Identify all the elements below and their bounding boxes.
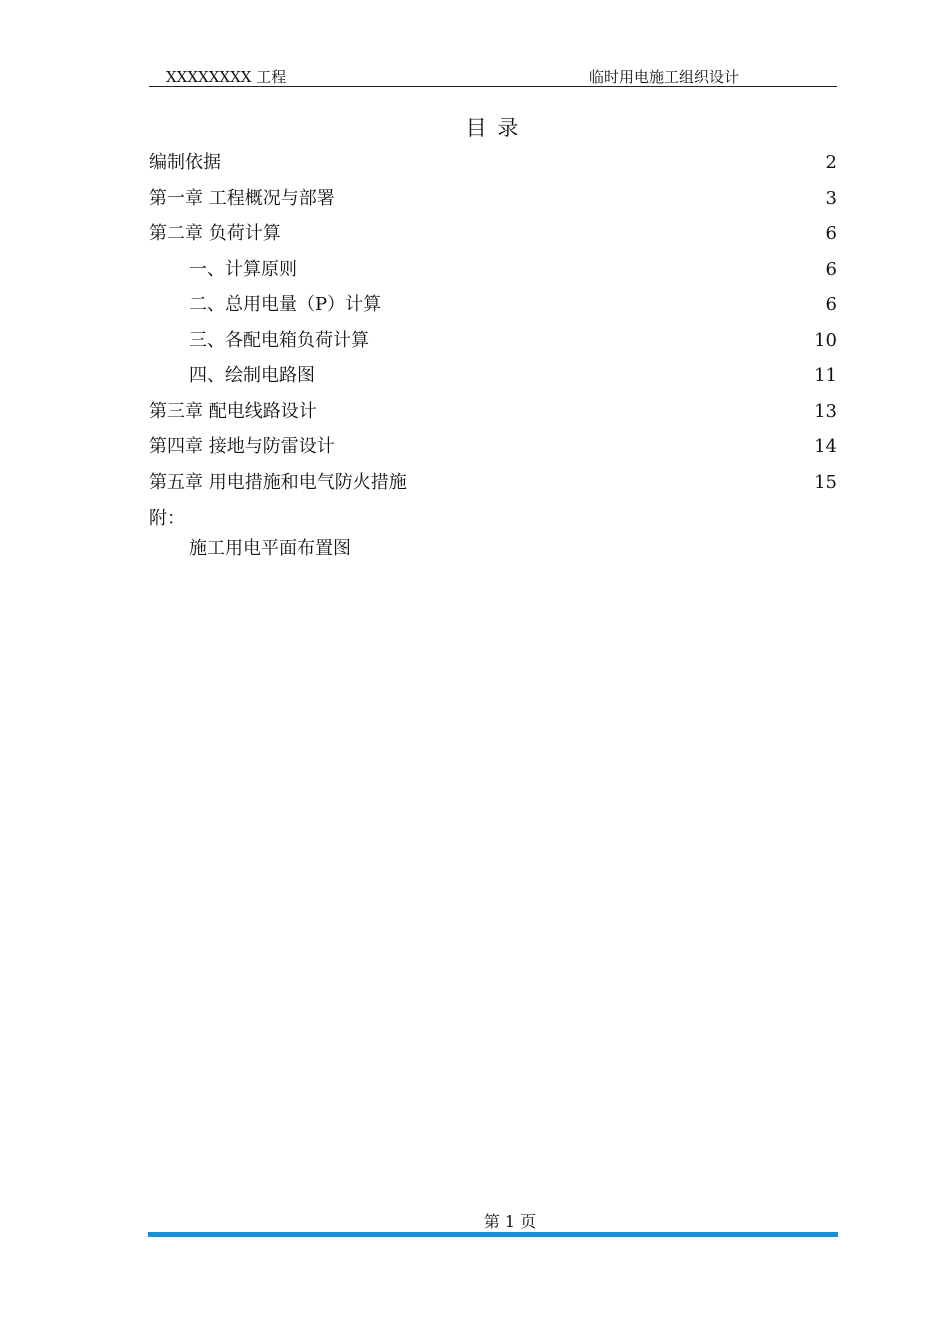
toc-entry-label: 第五章 用电措施和电气防火措施 xyxy=(149,471,407,493)
toc-entry[interactable] xyxy=(149,429,837,465)
toc-entry-label: 第四章 接地与防雷设计 xyxy=(149,436,335,457)
appendix-label: 附： xyxy=(149,508,185,529)
page-number: 第 1 页 xyxy=(483,1212,537,1231)
page-header xyxy=(149,64,837,87)
toc-entry[interactable] xyxy=(149,181,837,217)
appendix-item[interactable]: 施工用电平面布置图 xyxy=(189,538,351,559)
toc-entry-page: 15 xyxy=(814,471,837,493)
toc-subentry[interactable] xyxy=(149,287,837,323)
toc-entry-page: 3 xyxy=(825,187,837,209)
toc-entry-page: 10 xyxy=(814,329,837,351)
toc-entry[interactable] xyxy=(149,465,837,501)
toc-entry-page: 14 xyxy=(814,436,837,457)
toc-subentry[interactable] xyxy=(149,323,837,359)
footer-rule xyxy=(148,1232,838,1237)
toc-entry-label: 二、总用电量（P）计算 xyxy=(189,294,382,315)
toc-entry-label: 四、绘制电路图 xyxy=(189,365,315,386)
toc-entry-label: 一、计算原则 xyxy=(189,258,297,280)
toc-entry-page: 11 xyxy=(814,365,837,386)
header-document-title: 临时用电施工组织设计 xyxy=(589,68,740,86)
toc-entry-label: 第三章 配电线路设计 xyxy=(149,400,317,422)
toc-entry[interactable] xyxy=(149,216,837,252)
header-project-name: XXXXXXXX 工程 xyxy=(166,68,287,86)
toc-entry-label: 第二章 负荷计算 xyxy=(149,223,281,244)
toc-subentry[interactable] xyxy=(149,252,837,288)
toc-entry-page: 13 xyxy=(814,400,837,422)
toc-entry-page: 6 xyxy=(825,294,837,315)
toc-entry-label: 编制依据 xyxy=(149,152,221,173)
toc-subentry[interactable] xyxy=(149,358,837,394)
toc-entry-page: 6 xyxy=(825,223,837,244)
toc-entry[interactable] xyxy=(149,394,837,430)
toc-title: 目 录 xyxy=(465,116,521,140)
toc-entry-page: 2 xyxy=(825,152,837,173)
toc-entry-label: 第一章 工程概况与部署 xyxy=(149,187,335,209)
toc-entry-label: 三、各配电箱负荷计算 xyxy=(189,329,369,351)
table-of-contents xyxy=(149,145,837,500)
toc-entry-page: 6 xyxy=(825,258,837,280)
appendix-section xyxy=(149,504,837,564)
toc-entry[interactable] xyxy=(149,145,837,181)
